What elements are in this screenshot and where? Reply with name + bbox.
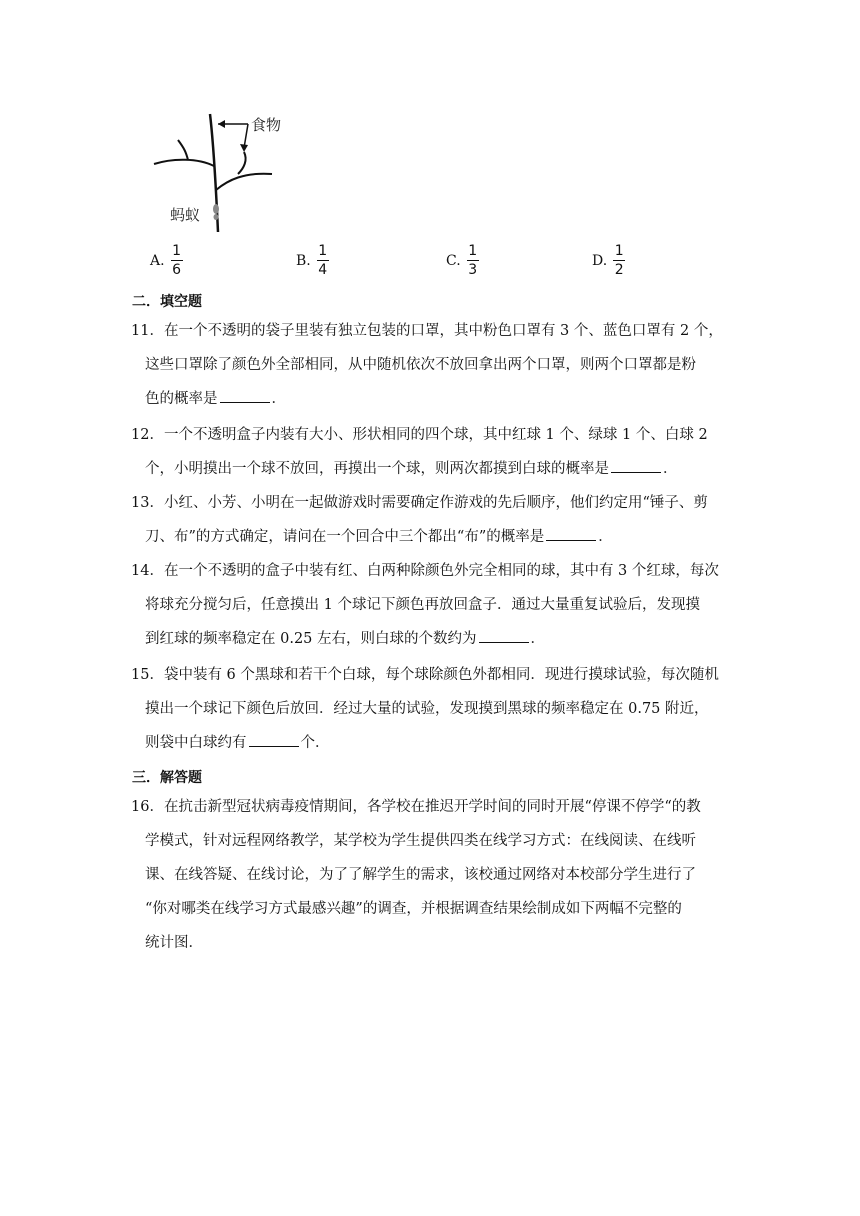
question-text: ．: [530, 631, 546, 647]
question-line: 13．小红、小芳、小明在一起做游戏时需要确定作游戏的先后顺序，他们约定用“锤子、剪: [131, 495, 708, 511]
question-line: [131, 726, 731, 760]
question-text: 个，小明摸出一个球不放回，再摸出一个球，则两次都摸到白球的概率是: [145, 461, 609, 477]
option-a[interactable]: [150, 243, 183, 278]
question-line: [131, 520, 731, 554]
question-text: 刀、布”的方式确定，请问在一个回合中三个都出“布”的概率是: [145, 529, 545, 545]
fraction-denominator: 3: [468, 262, 478, 278]
answer-blank[interactable]: [249, 732, 299, 747]
question-text: 则袋中白球约有: [145, 735, 247, 751]
section-title-answer: 三．解答题: [132, 770, 202, 786]
question-line: [131, 382, 731, 416]
question-text: 到红球的频率稳定在 0.25 左右，则白球的个数约为: [145, 631, 477, 647]
answer-blank[interactable]: [220, 388, 270, 403]
question-15: [131, 658, 731, 760]
question-line: “你对哪类在线学习方式最感兴趣”的调查，并根据调查结果绘制成如下两幅不完整的: [145, 901, 682, 917]
question-line: [131, 622, 731, 656]
question-line: 课、在线答疑、在线讨论，为了了解学生的需求，该校通过网络对本校部分学生进行了: [145, 867, 696, 883]
fraction-denominator: 4: [318, 262, 328, 278]
question-line: 16．在抗击新型冠状病毒疫情期间，各学校在推迟开学时间的同时开展“停课不停学“的教: [131, 799, 701, 815]
food-label: 食物: [251, 116, 282, 134]
question-line: 14．在一个不透明的盒子中装有红、白两种除颜色外完全相同的球，其中有 3 个红球，每次: [131, 563, 719, 579]
option-letter: C.: [446, 252, 461, 269]
option-fraction: [171, 243, 183, 278]
fraction-bar: [467, 260, 479, 261]
fraction-numerator: 1: [614, 243, 624, 259]
question-text: 个．: [300, 735, 330, 751]
question-line: 将球充分搅匀后，任意摸出 1 个球记下颜色再放回盒子．通过大量重复试验后，发现摸: [145, 597, 700, 613]
question-line: 11．在一个不透明的袋子里装有独立包装的口罩，其中粉色口罩有 3 个、蓝色口罩有 2 个，: [131, 323, 723, 339]
fraction-bar: [613, 260, 625, 261]
question-14: [131, 554, 731, 656]
fraction-denominator: 6: [172, 262, 182, 278]
answer-blank[interactable]: [611, 458, 661, 473]
section-title-fill: 二．填空题: [132, 294, 202, 310]
fraction-denominator: 2: [614, 262, 624, 278]
option-letter: D.: [592, 252, 608, 269]
ant-branch-figure: [148, 108, 298, 236]
question-text: ．: [598, 529, 613, 545]
fraction-numerator: 1: [172, 243, 182, 259]
answer-blank[interactable]: [479, 628, 529, 643]
ant-label: 蚂蚁: [170, 206, 201, 224]
option-c[interactable]: [446, 243, 479, 278]
question-text: ．: [663, 461, 678, 477]
question-11: [131, 314, 731, 416]
fraction-numerator: 1: [318, 243, 328, 259]
question-line: 15．袋中装有 6 个黑球和若干个白球，每个球除颜色外都相同．现进行摸球试验，每次随机: [131, 667, 719, 683]
question-12: [131, 418, 731, 486]
question-line: 这些口罩除了颜色外全部相同，从中随机依次不放回拿出两个口罩，则两个口罩都是粉: [145, 357, 696, 373]
question-line: 统计图．: [145, 935, 203, 951]
question-line: [131, 452, 731, 486]
question-16: [131, 790, 731, 960]
option-fraction: [317, 243, 329, 278]
fraction-bar: [317, 260, 329, 261]
question-line: 学模式，针对远程网络教学，某学校为学生提供四类在线学习方式：在线阅读、在线听: [145, 833, 696, 849]
answer-options: [0, 243, 860, 283]
option-d[interactable]: [592, 243, 625, 278]
question-text: ．: [271, 391, 286, 407]
question-text: 色的概率是: [145, 391, 218, 407]
answer-blank[interactable]: [546, 526, 596, 541]
fraction-bar: [171, 260, 183, 261]
option-b[interactable]: [296, 243, 329, 278]
question-line: 12．一个不透明盒子内装有大小、形状相同的四个球，其中红球 1 个、绿球 1 个、白球 2: [131, 427, 708, 443]
option-fraction: [467, 243, 479, 278]
option-letter: B.: [296, 252, 311, 269]
question-line: 摸出一个球记下颜色后放回．经过大量的试验，发现摸到黑球的频率稳定在 0.75 附近，: [145, 701, 709, 717]
option-letter: A.: [150, 252, 165, 269]
fraction-numerator: 1: [468, 243, 478, 259]
option-fraction: [613, 243, 625, 278]
question-13: [131, 486, 731, 554]
